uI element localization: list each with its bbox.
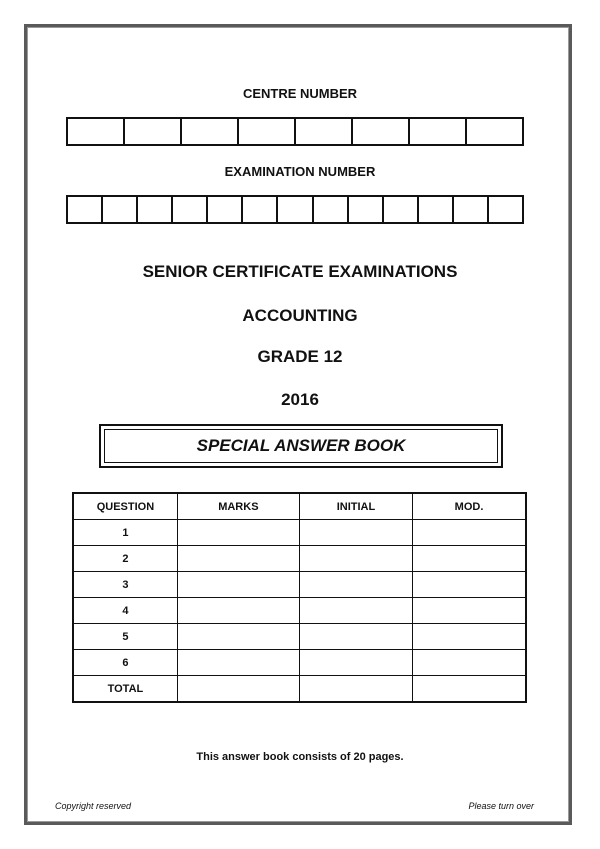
marks-table xyxy=(72,492,527,703)
exam-title: SENIOR CERTIFICATE EXAMINATIONS xyxy=(142,262,458,281)
marks-table-row xyxy=(73,650,526,676)
marks-cell[interactable] xyxy=(177,520,299,546)
mod-cell[interactable] xyxy=(413,520,526,546)
question-number-cell: 4 xyxy=(73,598,177,624)
mod-cell[interactable] xyxy=(413,650,526,676)
mod-cell[interactable] xyxy=(413,624,526,650)
marks-table-row xyxy=(73,676,526,703)
question-number-cell: TOTAL xyxy=(73,676,177,703)
marks-table-row xyxy=(73,624,526,650)
examination-number-digit-box[interactable] xyxy=(314,197,349,222)
initial-cell[interactable] xyxy=(299,572,412,598)
question-number-cell: 1 xyxy=(73,520,177,546)
examination-number-label: EXAMINATION NUMBER xyxy=(224,164,376,179)
centre-number-digit-box[interactable] xyxy=(410,119,467,144)
examination-number-digit-box[interactable] xyxy=(103,197,138,222)
mod-cell[interactable] xyxy=(413,572,526,598)
centre-number-digit-box[interactable] xyxy=(182,119,239,144)
mod-cell[interactable] xyxy=(413,598,526,624)
examination-number-digit-box[interactable] xyxy=(349,197,384,222)
examination-number-digit-box[interactable] xyxy=(419,197,454,222)
question-number-cell: 3 xyxy=(73,572,177,598)
centre-number-digit-box[interactable] xyxy=(68,119,125,144)
footer-copyright: Copyright reserved xyxy=(55,801,132,811)
marks-cell[interactable] xyxy=(177,676,299,703)
question-number-cell: 6 xyxy=(73,650,177,676)
examination-number-digit-box[interactable] xyxy=(173,197,208,222)
centre-number-digit-box[interactable] xyxy=(239,119,296,144)
grade-title: GRADE 12 xyxy=(257,347,343,366)
examination-number-digit-box[interactable] xyxy=(489,197,522,222)
pages-note: This answer book consists of 20 pages. xyxy=(196,751,404,763)
marks-table-header-row xyxy=(73,493,526,520)
header-marks: MARKS xyxy=(177,493,299,520)
header-question: QUESTION xyxy=(73,493,177,520)
initial-cell[interactable] xyxy=(299,624,412,650)
question-number-cell: 2 xyxy=(73,546,177,572)
marks-table-row xyxy=(73,598,526,624)
marks-cell[interactable] xyxy=(177,598,299,624)
footer-turn-over: Please turn over xyxy=(468,801,534,811)
subject-title: ACCOUNTING xyxy=(242,306,358,325)
examination-number-digit-box[interactable] xyxy=(454,197,489,222)
special-answer-book-title: SPECIAL ANSWER BOOK xyxy=(104,429,498,463)
initial-cell[interactable] xyxy=(299,520,412,546)
centre-number-digit-box[interactable] xyxy=(296,119,353,144)
marks-table-row xyxy=(73,572,526,598)
initial-cell[interactable] xyxy=(299,676,412,703)
marks-cell[interactable] xyxy=(177,546,299,572)
examination-number-digit-box[interactable] xyxy=(278,197,313,222)
marks-table-row xyxy=(73,546,526,572)
special-answer-book-box xyxy=(99,424,503,468)
question-number-cell: 5 xyxy=(73,624,177,650)
marks-cell[interactable] xyxy=(177,624,299,650)
initial-cell[interactable] xyxy=(299,650,412,676)
centre-number-digit-box[interactable] xyxy=(125,119,182,144)
initial-cell[interactable] xyxy=(299,546,412,572)
examination-number-boxes[interactable] xyxy=(66,195,524,224)
examination-number-digit-box[interactable] xyxy=(68,197,103,222)
header-mod: MOD. xyxy=(413,493,526,520)
examination-number-digit-box[interactable] xyxy=(208,197,243,222)
marks-cell[interactable] xyxy=(177,650,299,676)
examination-number-digit-box[interactable] xyxy=(384,197,419,222)
marks-cell[interactable] xyxy=(177,572,299,598)
marks-table-row xyxy=(73,520,526,546)
examination-number-digit-box[interactable] xyxy=(243,197,278,222)
initial-cell[interactable] xyxy=(299,598,412,624)
centre-number-boxes[interactable] xyxy=(66,117,524,146)
centre-number-digit-box[interactable] xyxy=(353,119,410,144)
examination-number-digit-box[interactable] xyxy=(138,197,173,222)
header-initial: INITIAL xyxy=(299,493,412,520)
year-title: 2016 xyxy=(281,390,319,409)
mod-cell[interactable] xyxy=(413,676,526,703)
centre-number-digit-box[interactable] xyxy=(467,119,522,144)
mod-cell[interactable] xyxy=(413,546,526,572)
centre-number-label: CENTRE NUMBER xyxy=(242,86,358,101)
